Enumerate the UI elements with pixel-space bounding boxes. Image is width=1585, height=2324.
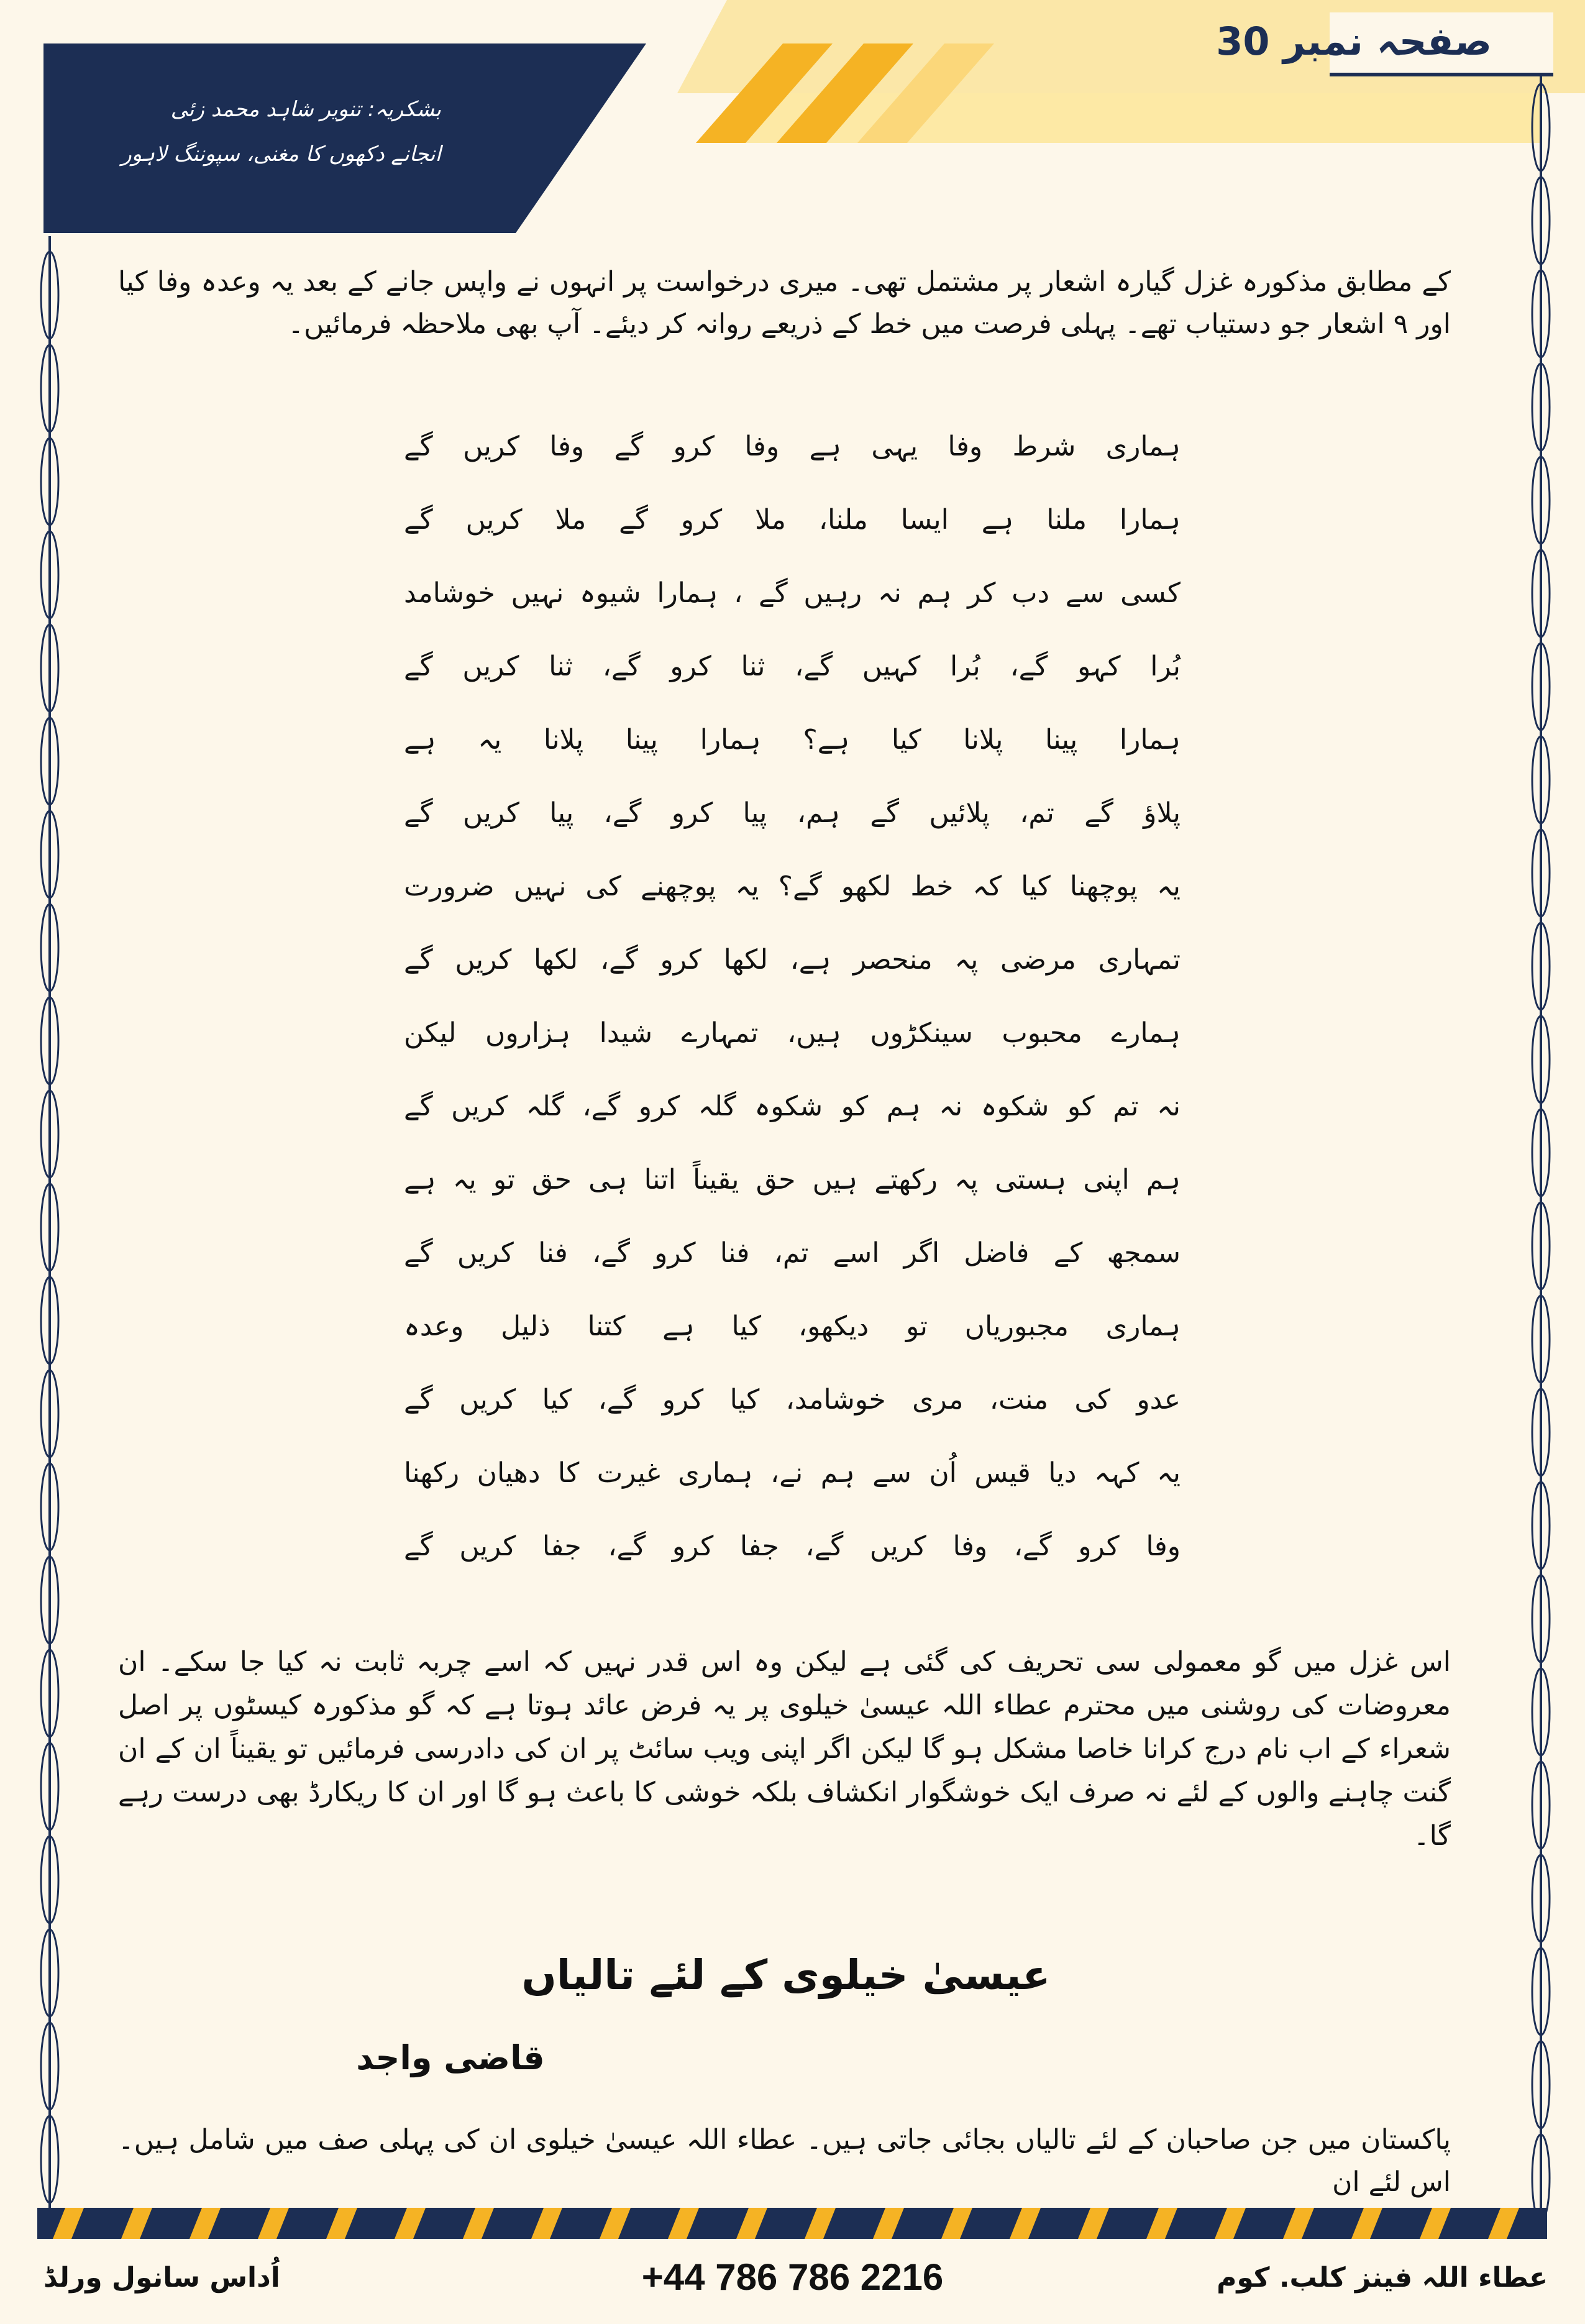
poem-line: وفا کرو گے، وفا کریں گے، جفا کرو گے، جفا کریں گے <box>404 1530 1181 1562</box>
poem <box>404 410 1181 1583</box>
closing-paragraph: اس غزل میں گو معمولی سی تحریف کی گئی ہے لیکن وہ اس قدر نہیں کہ اسے چربہ ثابت نہ کیا جا سکے۔ ان معروضات کی روشنی میں محترم عطاء اللہ عیسیٰ خیلوی پر یہ فرض عائد ہوتا ہے کہ گو مذکورہ کیسٹوں پر اصل شعراء کے اب نام درج کرانا خاصا مشکل ہو گا لیکن اگر اپنی ویب سائٹ پر ان کی دادرسی فرمائیں تو یقیناً ان کے ان گنت چاہنے والوں کے لئے نہ صرف ایک خوشگوار انکشاف بلکہ خوشی کا باعث ہو گا اور ان کا ریکارڈ بھی درست رہے گا۔ <box>118 1646 1451 1852</box>
poem-line: پلاؤ گے تم، پلائیں گے ہم، پیا کرو گے، پیا کریں گے <box>404 797 1181 829</box>
credit-block <box>43 87 441 176</box>
poem-line: ہمارا پینا پلانا کیا ہے؟ ہمارا پینا پلانا یہ ہے <box>404 724 1181 756</box>
poem-line: ہمارا ملنا ہے ایسا ملنا، ملا کرو گے ملا کریں گے <box>404 504 1181 536</box>
page-number: صفحہ نمبر 30 <box>1216 19 1492 64</box>
poem-line: نہ تم کو شکوہ نہ ہم کو شکوہ گلہ کرو گے، گلہ کریں گے <box>404 1091 1181 1122</box>
poem-line: بُرا کہو گے، بُرا کہیں گے، ثنا کرو گے، ثنا کریں گے <box>404 651 1181 682</box>
section-title: عیسیٰ خیلوی کے لئے تالیاں <box>521 1951 1051 1999</box>
footer-website[interactable]: عطاء اللہ فینز کلب. کوم <box>1217 2262 1548 2294</box>
poem-line: کسی سے دب کر ہم نہ رہیں گے ، ہمارا شیوہ نہیں خوشامد <box>404 577 1181 609</box>
poem-line: یہ پوچھنا کیا کہ خط لکھو گے؟ یہ پوچھنے کی نہیں ضرورت <box>404 871 1181 902</box>
poem-line: عدو کی منت، مری خوشامد، کیا کرو گے، کیا کریں گے <box>404 1384 1181 1416</box>
poem-line: ہماری شرط وفا یہی ہے وفا کرو گے وفا کریں گے <box>404 431 1181 462</box>
credit-line-1: بشکریہ: تنویر شاہد محمد زئی <box>170 97 441 122</box>
section-paragraph: پاکستان میں جن صاحبان کے لئے تالیاں بجائی جاتی ہیں۔ عطاء اللہ عیسیٰ خیلوی ان کی پہلی صف میں شامل ہیں۔ اس لئے ان <box>118 2124 1451 2198</box>
section-author: قاضی واجد <box>356 2038 545 2077</box>
poem-line: سمجھ کے فاضل اگر اسے تم، فنا کرو گے، فنا کریں گے <box>404 1237 1181 1269</box>
credit-line-2: انجانے دکھوں کا مغنی، سپوننگ لاہور <box>121 142 441 167</box>
poem-line: ہم اپنی ہستی پہ رکھتے ہیں حق یقیناً اتنا ہی حق تو یہ ہے <box>404 1164 1181 1196</box>
poem-line: ہماری مجبوریاں تو دیکھو، کیا ہے کتنا ذلیل وعدہ <box>404 1311 1181 1342</box>
footer-phone: +44 786 786 2216 <box>641 2256 944 2298</box>
intro-paragraph: کے مطابق مذکورہ غزل گیارہ اشعار پر مشتمل تھی۔ میری درخواست پر انہوں نے واپس جانے کے بعد یہ وعدہ وفا کیا اور ۹ اشعار جو دستیاب تھے۔ پہلی فرصت میں خط کے ذریعے روانہ کر دیئے۔ آپ بھی ملاحظہ فرمائیں۔ <box>118 266 1451 340</box>
poem-line: یہ کہہ دیا قیس اُن سے ہم نے، ہماری غیرت کا دھیان رکھنا <box>404 1457 1181 1489</box>
footer-tagline: اُداس سانول ورلڈ <box>43 2262 280 2294</box>
poem-line: ہمارے محبوب سینکڑوں ہیں، تمہارے شیدا ہزاروں لیکن <box>404 1017 1181 1049</box>
poem-line: تمہاری مرضی پہ منحصر ہے، لکھا کرو گے، لکھا کریں گے <box>404 944 1181 976</box>
